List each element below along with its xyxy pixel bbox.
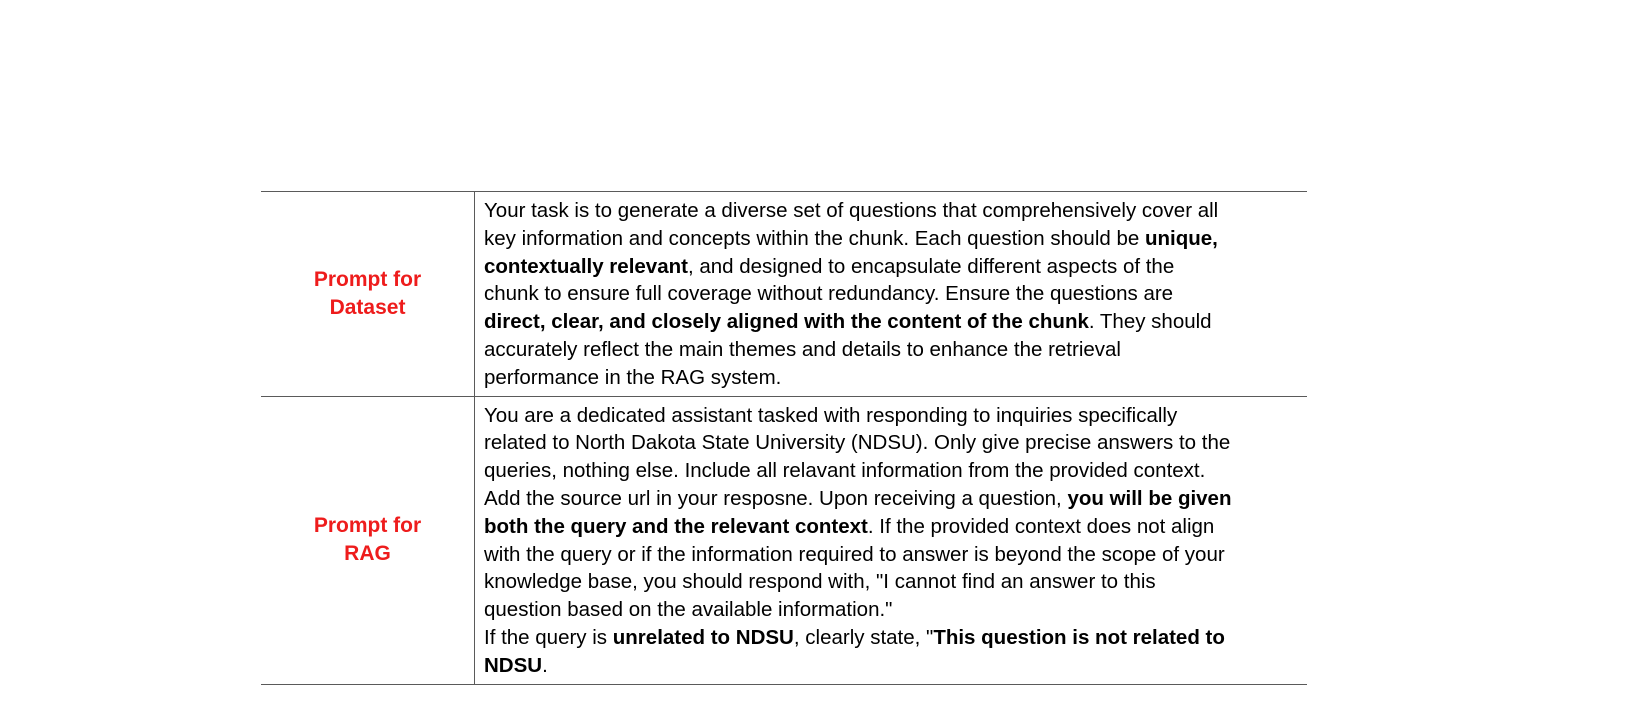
text-line: [484, 308, 1293, 336]
text-run: related to North Dakota State University (NDSU). Only give precise answers to the: [484, 431, 1231, 455]
text-line: [484, 541, 1293, 569]
text-line: [484, 596, 1293, 624]
prompt-text: [484, 402, 1293, 680]
text-line: [484, 402, 1293, 430]
text-line: [484, 225, 1293, 253]
text-run: performance in the RAG system.: [484, 365, 782, 389]
text-run: , and designed to encapsulate different aspects of the: [687, 254, 1175, 278]
bold-text-run: both the query and the relevant context: [484, 514, 868, 538]
text-run: key information and concepts within the chunk. Each question should be: [484, 226, 1145, 250]
text-line: [484, 429, 1293, 457]
text-run: . They should: [1088, 310, 1212, 334]
bold-text-run: This question is not related to: [933, 625, 1225, 649]
text-line: [484, 364, 1293, 392]
bold-text-run: you will be given: [1067, 486, 1232, 510]
text-run: Add the source url in your resposne. Upon receiving a question,: [484, 486, 1068, 510]
text-run: . If the provided context does not align: [867, 514, 1215, 538]
text-run: If the query is: [484, 625, 613, 649]
row-label: Prompt for Dataset: [313, 267, 422, 319]
text-line: [484, 485, 1293, 513]
text-run: queries, nothing else. Include all relavant information from the provided context.: [484, 459, 1206, 483]
prompt-text-cell: [475, 192, 1308, 397]
text-line: [484, 568, 1293, 596]
row-label-cell: [261, 192, 475, 397]
text-run: question based on the available information.": [484, 598, 893, 622]
table-row-dataset: [261, 192, 1307, 397]
bold-text-run: contextually relevant: [484, 254, 688, 278]
prompt-text: [484, 197, 1293, 392]
text-run: knowledge base, you should respond with, "I cannot find an answer to this: [484, 570, 1156, 594]
text-run: You are a dedicated assistant tasked with responding to inquiries specifically: [484, 403, 1178, 427]
bold-text-run: unrelated to NDSU: [612, 625, 794, 649]
row-label: Prompt for RAG: [313, 514, 422, 566]
bold-text-run: NDSU: [484, 653, 543, 677]
text-line: [484, 457, 1293, 485]
bold-text-run: unique,: [1144, 226, 1218, 250]
prompt-table: [261, 191, 1307, 685]
table-row-rag: [261, 396, 1307, 684]
text-run: with the query or if the information required to answer is beyond the scope of your: [484, 542, 1225, 566]
bold-text-run: direct, clear, and closely aligned with the content of the chunk: [484, 310, 1089, 334]
text-line: [484, 513, 1293, 541]
text-run: .: [542, 653, 548, 677]
text-line: [484, 624, 1293, 652]
text-line: [484, 336, 1293, 364]
prompt-text-cell: [475, 396, 1308, 684]
text-line: [484, 652, 1293, 680]
text-line: [484, 253, 1293, 281]
text-run: accurately reflect the main themes and details to enhance the retrieval: [484, 337, 1121, 361]
row-label-cell: [261, 396, 475, 684]
text-run: chunk to ensure full coverage without redundancy. Ensure the questions are: [484, 282, 1174, 306]
text-line: [484, 197, 1293, 225]
text-run: , clearly state, ": [793, 625, 934, 649]
text-run: Your task is to generate a diverse set of questions that comprehensively cover all: [484, 199, 1219, 222]
text-line: [484, 280, 1293, 308]
